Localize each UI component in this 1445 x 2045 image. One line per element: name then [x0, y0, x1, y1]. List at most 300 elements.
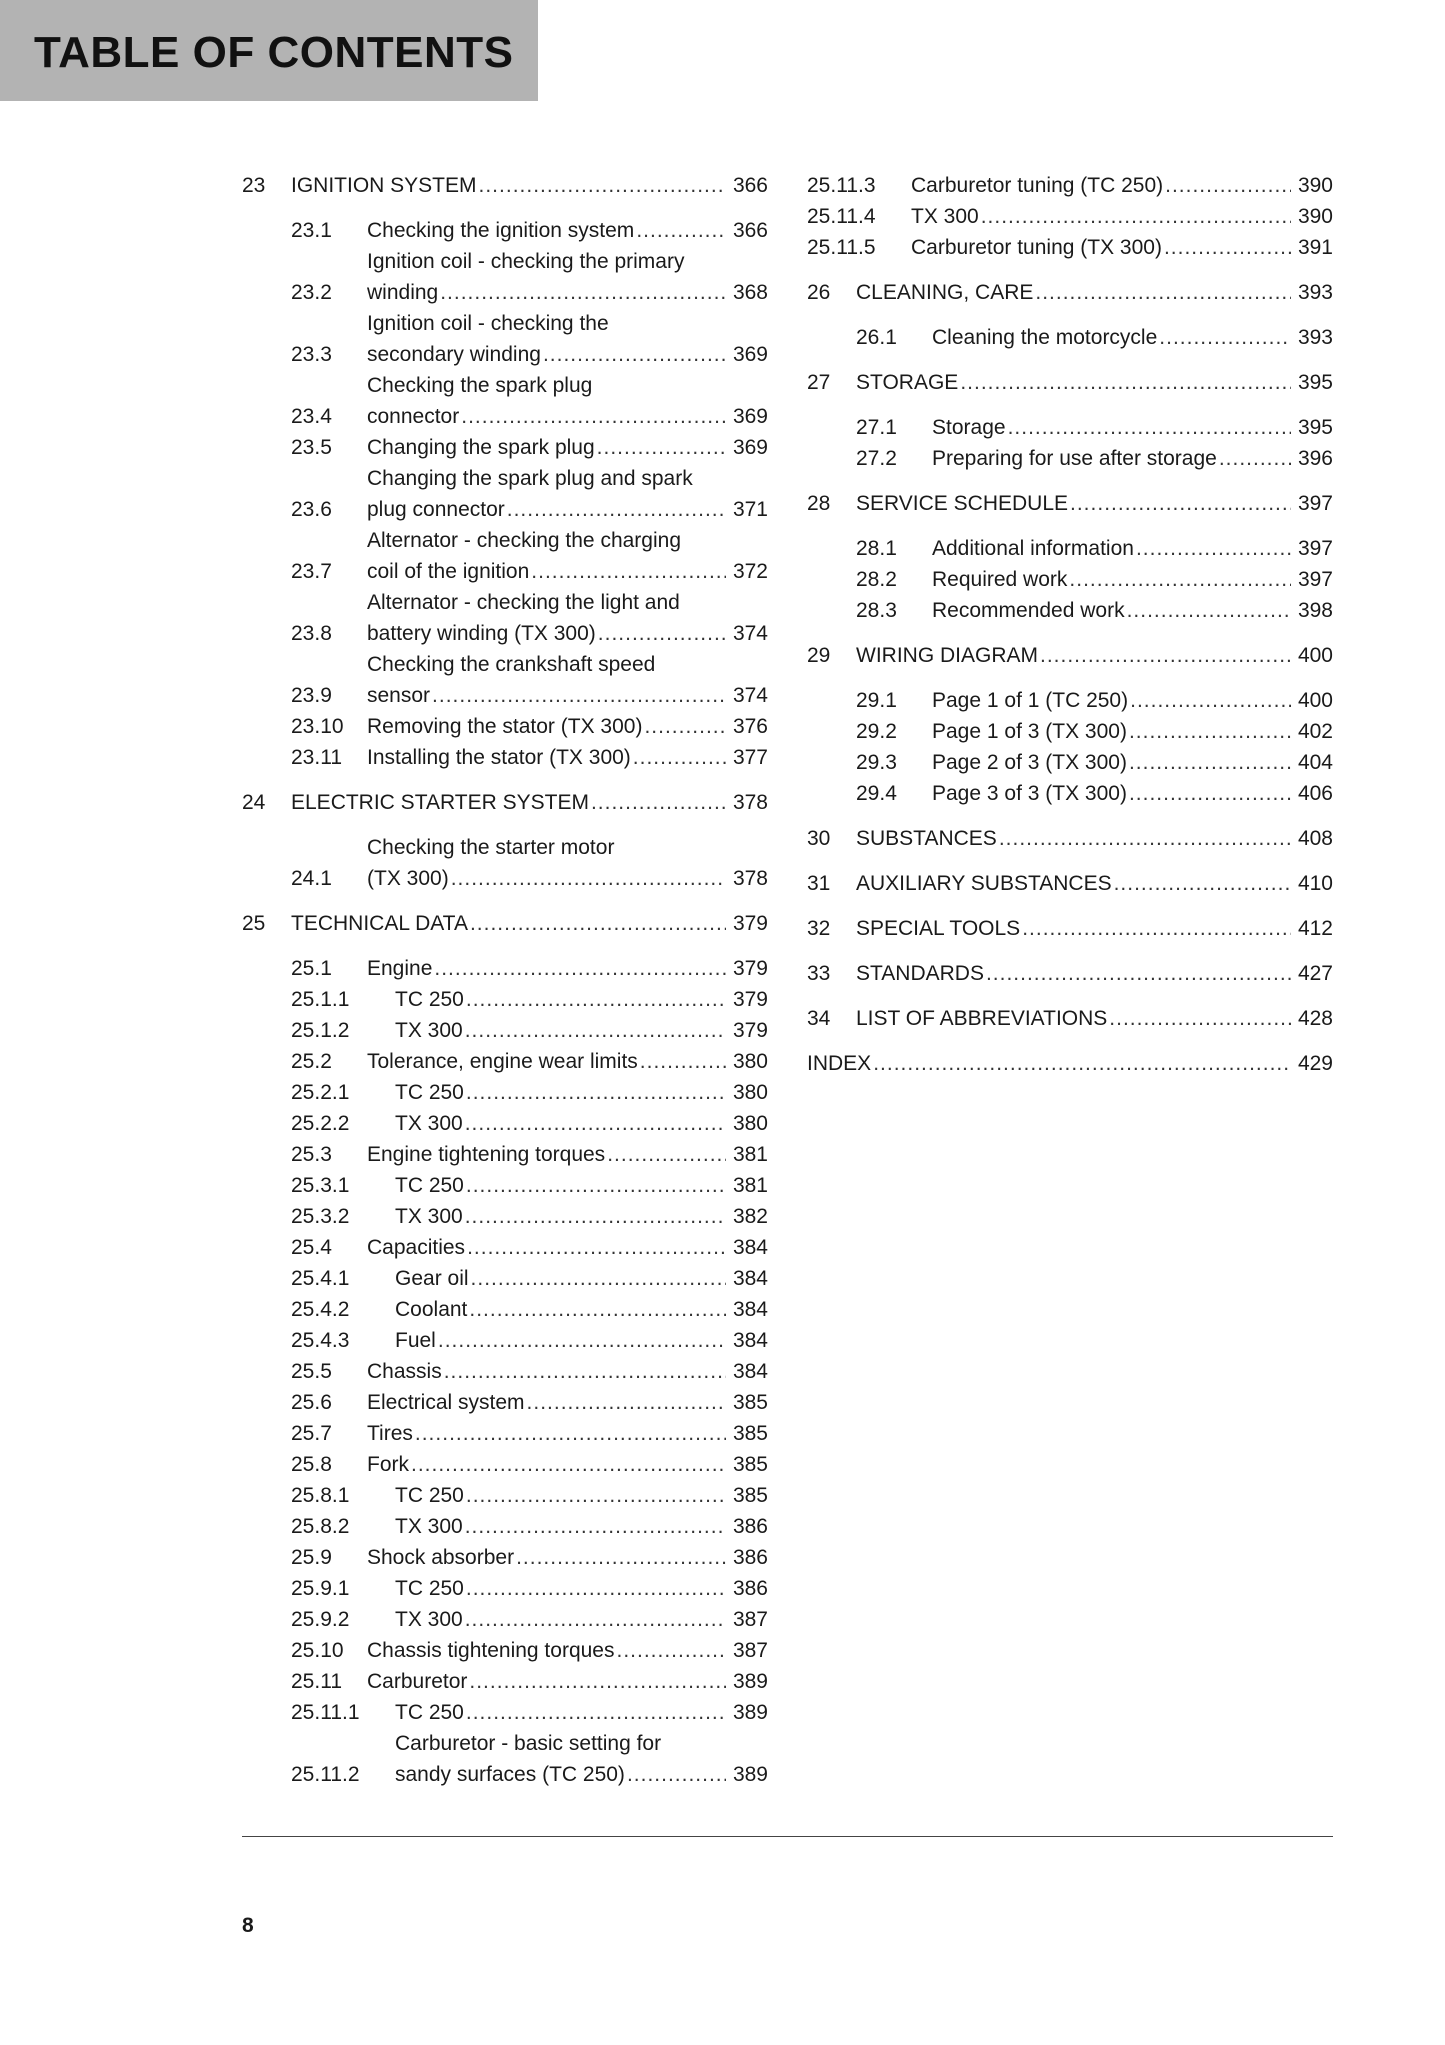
header-tab [0, 0, 538, 101]
toc-entry-number: 27.2 [856, 447, 897, 470]
toc-entry-number: 24 [242, 791, 266, 814]
toc-entry-title: Ignition coil - checking the [367, 312, 609, 335]
toc-entry-title: Coolant [395, 1298, 468, 1321]
toc-entry[interactable] [807, 232, 1333, 263]
toc-entry-number: 33 [807, 962, 831, 985]
toc-entry[interactable] [807, 958, 1333, 989]
toc-entry-page: 408 [1297, 827, 1333, 850]
toc-entry-page: 372 [732, 560, 768, 583]
toc-entry-number: 23.9 [291, 684, 332, 707]
toc-entry-page: 369 [732, 436, 768, 459]
toc-entry-title: Tires [367, 1422, 413, 1445]
toc-entry[interactable] [807, 640, 1333, 671]
toc-entry[interactable] [242, 832, 768, 894]
toc-entry-title: TC 250 [395, 1484, 464, 1507]
toc-entry-page: 379 [732, 912, 768, 935]
toc-entry-title: Checking the crankshaft speed [367, 653, 656, 676]
toc-entry-page: 368 [732, 281, 768, 304]
toc-entry[interactable] [242, 370, 768, 432]
dot-leader [1159, 322, 1291, 353]
toc-entry-number: 27.1 [856, 416, 897, 439]
toc-entry-page: 385 [732, 1453, 768, 1476]
toc-entry-title: Carburetor [367, 1670, 468, 1693]
dot-leader [479, 170, 726, 201]
dot-leader [531, 556, 726, 587]
toc-entry-page: 384 [732, 1267, 768, 1290]
toc-entry-title: TX 300 [395, 1608, 463, 1631]
toc-entry-title: SERVICE SCHEDULE [856, 492, 1069, 515]
toc-entry-page: 385 [732, 1391, 768, 1414]
toc-entry-number: 29.2 [856, 720, 897, 743]
toc-entry-title: TECHNICAL DATA [291, 912, 468, 935]
dot-leader [434, 953, 726, 984]
toc-entry[interactable] [807, 747, 1333, 778]
toc-entry[interactable] [807, 1048, 1333, 1079]
dot-leader [465, 1511, 726, 1542]
toc-entry-title: battery winding (TX 300) [367, 622, 596, 645]
toc-entry[interactable] [807, 412, 1333, 443]
toc-entry-title: Chassis tightening torques [367, 1639, 615, 1662]
dot-leader [640, 1046, 726, 1077]
toc-entry-number: 23.2 [291, 281, 332, 304]
toc-entry-page: 379 [732, 1019, 768, 1042]
toc-entry[interactable] [242, 711, 768, 742]
toc-entry[interactable] [242, 1511, 768, 1542]
toc-entry[interactable] [242, 1108, 768, 1139]
toc-entry-page: 390 [1297, 205, 1333, 228]
toc-entry-page: 381 [732, 1143, 768, 1166]
toc-entry[interactable] [807, 488, 1333, 519]
dot-leader [960, 367, 1291, 398]
toc-entry-number: 25.6 [291, 1391, 332, 1414]
toc-entry-number: 25.4.3 [291, 1329, 350, 1352]
dot-leader [1114, 868, 1291, 899]
page-title: TABLE OF CONTENTS [34, 28, 514, 77]
toc-entry-page: 384 [732, 1360, 768, 1383]
toc-entry[interactable] [242, 246, 768, 308]
toc-entry[interactable] [242, 1356, 768, 1387]
toc-entry-title: winding [367, 281, 439, 304]
dot-leader [633, 742, 726, 773]
toc-entry[interactable] [242, 1666, 768, 1697]
dot-leader [1129, 716, 1291, 747]
toc-entry-title: Checking the starter motor [367, 836, 615, 859]
dot-leader [469, 1294, 726, 1325]
toc-entry[interactable] [242, 908, 768, 939]
toc-entry[interactable] [242, 1077, 768, 1108]
toc-entry-page: 371 [732, 498, 768, 521]
toc-right-column [807, 170, 1333, 1079]
toc-entry-number: 25 [242, 912, 266, 935]
toc-entry-page: 395 [1297, 371, 1333, 394]
toc-entry[interactable] [242, 649, 768, 711]
toc-entry-title: Page 1 of 3 (TX 300) [932, 720, 1127, 743]
dot-leader [636, 215, 726, 246]
toc-entry-page: 380 [732, 1050, 768, 1073]
toc-entry-number: 25.9 [291, 1546, 332, 1569]
toc-entry-number: 23.4 [291, 405, 332, 428]
toc-entry-number: 28.3 [856, 599, 897, 622]
dot-leader [986, 958, 1291, 989]
toc-entry-number: 23.5 [291, 436, 332, 459]
dot-leader [516, 1542, 726, 1573]
dot-leader [461, 401, 726, 432]
dot-leader [1136, 533, 1291, 564]
dot-leader [873, 1048, 1291, 1079]
toc-entry-page: 393 [1297, 281, 1333, 304]
toc-entry[interactable] [242, 1418, 768, 1449]
toc-entry-page: 379 [732, 957, 768, 980]
toc-entry[interactable] [807, 367, 1333, 398]
toc-entry-number: 25.4 [291, 1236, 332, 1259]
toc-entry-title: plug connector [367, 498, 505, 521]
toc-entry-page: 384 [732, 1298, 768, 1321]
toc-entry-page: 369 [732, 405, 768, 428]
toc-entry-number: 25.3.1 [291, 1174, 350, 1197]
dot-leader [470, 908, 726, 939]
toc-entry-number: 25.1.1 [291, 988, 350, 1011]
toc-entry-number: 25.11.2 [291, 1763, 360, 1786]
toc-entry[interactable] [242, 432, 768, 463]
dot-leader [607, 1139, 726, 1170]
toc-entry-number: 25.4.1 [291, 1267, 350, 1290]
toc-entry[interactable] [807, 443, 1333, 474]
toc-entry[interactable] [242, 1263, 768, 1294]
toc-entry[interactable] [242, 1325, 768, 1356]
toc-entry-number: 28.2 [856, 568, 897, 591]
toc-entry[interactable] [242, 587, 768, 649]
toc-entry[interactable] [242, 1387, 768, 1418]
toc-entry-page: 412 [1297, 917, 1333, 940]
toc-entry[interactable] [242, 525, 768, 587]
toc-entry-number: 23.8 [291, 622, 332, 645]
toc-entry-title: Checking the spark plug [367, 374, 593, 397]
toc-entry-number: 26.1 [856, 326, 897, 349]
toc-entry-title: TC 250 [395, 988, 464, 1011]
dot-leader [466, 1077, 726, 1108]
toc-entry-number: 25.1 [291, 957, 332, 980]
toc-entry-title: STORAGE [856, 371, 959, 394]
footer-divider [242, 1836, 1333, 1837]
toc-entry-number: 26 [807, 281, 831, 304]
dot-leader [451, 863, 726, 894]
dot-leader [981, 201, 1291, 232]
toc-entry[interactable] [807, 322, 1333, 353]
toc-entry-title: Tolerance, engine wear limits [367, 1050, 638, 1073]
dot-leader [438, 1325, 726, 1356]
toc-entry-title: Fuel [395, 1329, 436, 1352]
toc-entry[interactable] [242, 1573, 768, 1604]
toc-entry-page: 400 [1297, 689, 1333, 712]
dot-leader [591, 787, 726, 818]
toc-entry[interactable] [242, 984, 768, 1015]
toc-entry-title: TX 300 [395, 1205, 463, 1228]
toc-entry[interactable] [242, 1542, 768, 1573]
toc-entry-number: 25.11 [291, 1670, 342, 1693]
toc-entry[interactable] [242, 1046, 768, 1077]
dot-leader [644, 711, 726, 742]
toc-entry[interactable] [242, 170, 768, 201]
dot-leader [440, 277, 726, 308]
dot-leader [1008, 412, 1291, 443]
toc-entry-number: 23.1 [291, 219, 332, 242]
toc-entry-page: 366 [732, 219, 768, 242]
toc-entry-number: 28 [807, 492, 831, 515]
dot-leader [616, 1635, 726, 1666]
toc-entry[interactable] [242, 1480, 768, 1511]
toc-entry[interactable] [807, 823, 1333, 854]
toc-entry-page: 386 [732, 1515, 768, 1538]
toc-entry-page: 404 [1297, 751, 1333, 774]
toc-entry[interactable] [807, 201, 1333, 232]
dot-leader [627, 1759, 726, 1790]
toc-entry-number: 25.2.2 [291, 1112, 350, 1135]
dot-leader [432, 680, 726, 711]
toc-entry-title: SPECIAL TOOLS [856, 917, 1021, 940]
toc-entry[interactable] [242, 953, 768, 984]
toc-entry-page: 386 [732, 1546, 768, 1569]
dot-leader [1070, 488, 1291, 519]
toc-entry-title: TC 250 [395, 1577, 464, 1600]
toc-entry-title: SUBSTANCES [856, 827, 997, 850]
toc-entry[interactable] [807, 685, 1333, 716]
toc-entry-title: Additional information [932, 537, 1134, 560]
dot-leader [1069, 564, 1291, 595]
toc-entry[interactable] [242, 1697, 768, 1728]
toc-entry-page: 389 [732, 1670, 768, 1693]
toc-entry-title: Carburetor tuning (TX 300) [911, 236, 1162, 259]
toc-entry-number: 23.6 [291, 498, 332, 521]
toc-entry-title: ELECTRIC STARTER SYSTEM [291, 791, 589, 814]
toc-entry-title: TC 250 [395, 1081, 464, 1104]
toc-entry-number: 32 [807, 917, 831, 940]
toc-entry[interactable] [807, 564, 1333, 595]
toc-entry[interactable] [242, 1294, 768, 1325]
toc-entry-page: 385 [732, 1422, 768, 1445]
toc-entry-title: LIST OF ABBREVIATIONS [856, 1007, 1108, 1030]
toc-entry-number: 29.3 [856, 751, 897, 774]
toc-entry-title: Alternator - checking the light and [367, 591, 680, 614]
toc-entry-title: AUXILIARY SUBSTANCES [856, 872, 1112, 895]
toc-entry-title: INDEX [807, 1052, 872, 1075]
toc-entry-page: 398 [1297, 599, 1333, 622]
page-number: 8 [242, 1914, 254, 1937]
dot-leader [465, 1015, 726, 1046]
toc-entry-title: TC 250 [395, 1701, 464, 1724]
toc-entry-title: WIRING DIAGRAM [856, 644, 1038, 667]
dot-leader [1109, 1003, 1291, 1034]
toc-entry[interactable] [242, 1170, 768, 1201]
toc-entry-number: 23.11 [291, 746, 342, 769]
dot-leader [1219, 443, 1291, 474]
dot-leader [469, 1666, 726, 1697]
dot-leader [466, 984, 726, 1015]
toc-entry-number: 25.5 [291, 1360, 332, 1383]
toc-entry-page: 427 [1297, 962, 1333, 985]
toc-entry-title: Chassis [367, 1360, 442, 1383]
toc-entry-number: 30 [807, 827, 831, 850]
toc-entry[interactable] [807, 716, 1333, 747]
toc-entry-page: 390 [1297, 174, 1333, 197]
toc-entry-page: 397 [1297, 537, 1333, 560]
toc-entry-number: 25.8.1 [291, 1484, 350, 1507]
toc-entry-page: 387 [732, 1608, 768, 1631]
toc-entry-number: 28.1 [856, 537, 897, 560]
toc-entry-page: 369 [732, 343, 768, 366]
toc-entry-number: 25.7 [291, 1422, 332, 1445]
toc-entry-page: 380 [732, 1112, 768, 1135]
toc-entry-title: Recommended work [932, 599, 1125, 622]
dot-leader [543, 339, 726, 370]
toc-entry[interactable] [807, 913, 1333, 944]
toc-entry-number: 23.7 [291, 560, 332, 583]
dot-leader [466, 1480, 726, 1511]
toc-entry-number: 29 [807, 644, 831, 667]
dot-leader [999, 823, 1291, 854]
toc-entry[interactable] [242, 742, 768, 773]
toc-entry-number: 25.1.2 [291, 1019, 350, 1042]
toc-entry-page: 379 [732, 988, 768, 1011]
toc-entry-number: 25.2.1 [291, 1081, 350, 1104]
toc-entry-title: Storage [932, 416, 1006, 439]
toc-entry[interactable] [242, 1201, 768, 1232]
toc-entry-title: Page 2 of 3 (TX 300) [932, 751, 1127, 774]
toc-entry-page: 402 [1297, 720, 1333, 743]
toc-entry-title: STANDARDS [856, 962, 984, 985]
dot-leader [411, 1449, 726, 1480]
toc-entry-number: 34 [807, 1007, 831, 1030]
toc-entry-number: 25.11.3 [807, 174, 876, 197]
dot-leader [1127, 595, 1291, 626]
toc-entry-number: 25.4.2 [291, 1298, 350, 1321]
dot-leader [467, 1232, 726, 1263]
toc-entry-title: sandy surfaces (TC 250) [395, 1763, 625, 1786]
toc-entry-title: Engine [367, 957, 433, 980]
toc-entry-page: 387 [732, 1639, 768, 1662]
dot-leader [597, 432, 726, 463]
toc-entry-page: 374 [732, 622, 768, 645]
toc-entry[interactable] [807, 277, 1333, 308]
toc-entry-title: TX 300 [395, 1019, 463, 1042]
toc-entry-title: Electrical system [367, 1391, 525, 1414]
toc-entry-number: 25.9.2 [291, 1608, 350, 1631]
toc-entry-page: 397 [1297, 492, 1333, 515]
toc-entry-title: secondary winding [367, 343, 541, 366]
dot-leader [1040, 640, 1291, 671]
dot-leader [466, 1697, 726, 1728]
toc-entry-title: Fork [367, 1453, 409, 1476]
toc-entry-page: 397 [1297, 568, 1333, 591]
toc-entry[interactable] [807, 1003, 1333, 1034]
toc-entry-page: 380 [732, 1081, 768, 1104]
toc-entry[interactable] [807, 778, 1333, 809]
toc-entry-title: Carburetor tuning (TC 250) [911, 174, 1164, 197]
toc-entry-number: 24.1 [291, 867, 332, 890]
toc-entry[interactable] [242, 1139, 768, 1170]
toc-left-column [242, 170, 768, 1790]
toc-entry-page: 393 [1297, 326, 1333, 349]
toc-entry-title: (TX 300) [367, 867, 449, 890]
toc-entry-number: 25.11.1 [291, 1701, 360, 1724]
toc-entry-title: Engine tightening torques [367, 1143, 606, 1166]
toc-entry-title: sensor [367, 684, 431, 707]
toc-entry-page: 366 [732, 174, 768, 197]
toc-entry[interactable] [242, 1635, 768, 1666]
dot-leader [1129, 778, 1291, 809]
toc-entry-title: Installing the stator (TX 300) [367, 746, 631, 769]
toc-entry-page: 429 [1297, 1052, 1333, 1075]
toc-entry-title: TX 300 [395, 1515, 463, 1538]
dot-leader [1022, 913, 1291, 944]
dot-leader [507, 494, 726, 525]
toc-entry-title: Removing the stator (TX 300) [367, 715, 643, 738]
toc-entry[interactable] [807, 170, 1333, 201]
toc-entry-number: 23.3 [291, 343, 332, 366]
toc-entry-number: 31 [807, 872, 831, 895]
toc-entry[interactable] [242, 1604, 768, 1635]
dot-leader [1165, 170, 1291, 201]
toc-entry-title: Capacities [367, 1236, 466, 1259]
dot-leader [415, 1418, 726, 1449]
toc-entry[interactable] [242, 1232, 768, 1263]
toc-entry-number: 25.9.1 [291, 1577, 350, 1600]
toc-entry[interactable] [242, 1449, 768, 1480]
toc-entry[interactable] [242, 463, 768, 525]
toc-entry-title: Required work [932, 568, 1068, 591]
toc-entry-title: Checking the ignition system [367, 219, 635, 242]
toc-entry-page: 374 [732, 684, 768, 707]
toc-entry-number: 25.3 [291, 1143, 332, 1166]
dot-leader [466, 1573, 726, 1604]
toc-entry[interactable] [807, 868, 1333, 899]
toc-entry[interactable] [242, 308, 768, 370]
toc-entry-page: 384 [732, 1329, 768, 1352]
toc-entry-number: 25.8 [291, 1453, 332, 1476]
toc-entry-page: 406 [1297, 782, 1333, 805]
toc-entry-page: 378 [732, 791, 768, 814]
toc-entry-number: 29.4 [856, 782, 897, 805]
toc-entry-title: Changing the spark plug [367, 436, 595, 459]
dot-leader [465, 1108, 726, 1139]
toc-entry-number: 27 [807, 371, 831, 394]
toc-entry[interactable] [242, 1015, 768, 1046]
toc-entry[interactable] [242, 1728, 768, 1790]
toc-entry-title: Cleaning the motorcycle [932, 326, 1158, 349]
toc-entry-title: TX 300 [911, 205, 979, 228]
toc-entry-title: Page 1 of 1 (TC 250) [932, 689, 1129, 712]
toc-entry-page: 391 [1297, 236, 1333, 259]
toc-entry-number: 23.10 [291, 715, 344, 738]
dot-leader [598, 618, 726, 649]
toc-entry-title: Carburetor - basic setting for [395, 1732, 662, 1755]
toc-entry-title: Changing the spark plug and spark [367, 467, 693, 490]
toc-entry-page: 385 [732, 1484, 768, 1507]
toc-entry[interactable] [807, 595, 1333, 626]
toc-entry-title: Preparing for use after storage [932, 447, 1217, 470]
toc-entry-number: 29.1 [856, 689, 897, 712]
toc-entry-title: TX 300 [395, 1112, 463, 1135]
toc-entry-page: 376 [732, 715, 768, 738]
toc-entry[interactable] [242, 215, 768, 246]
dot-leader [466, 1170, 726, 1201]
toc-entry[interactable] [242, 787, 768, 818]
toc-entry-number: 25.11.4 [807, 205, 876, 228]
dot-leader [527, 1387, 726, 1418]
toc-entry-number: 25.8.2 [291, 1515, 350, 1538]
toc-entry-number: 25.10 [291, 1639, 344, 1662]
toc-entry-page: 400 [1297, 644, 1333, 667]
toc-entry[interactable] [807, 533, 1333, 564]
